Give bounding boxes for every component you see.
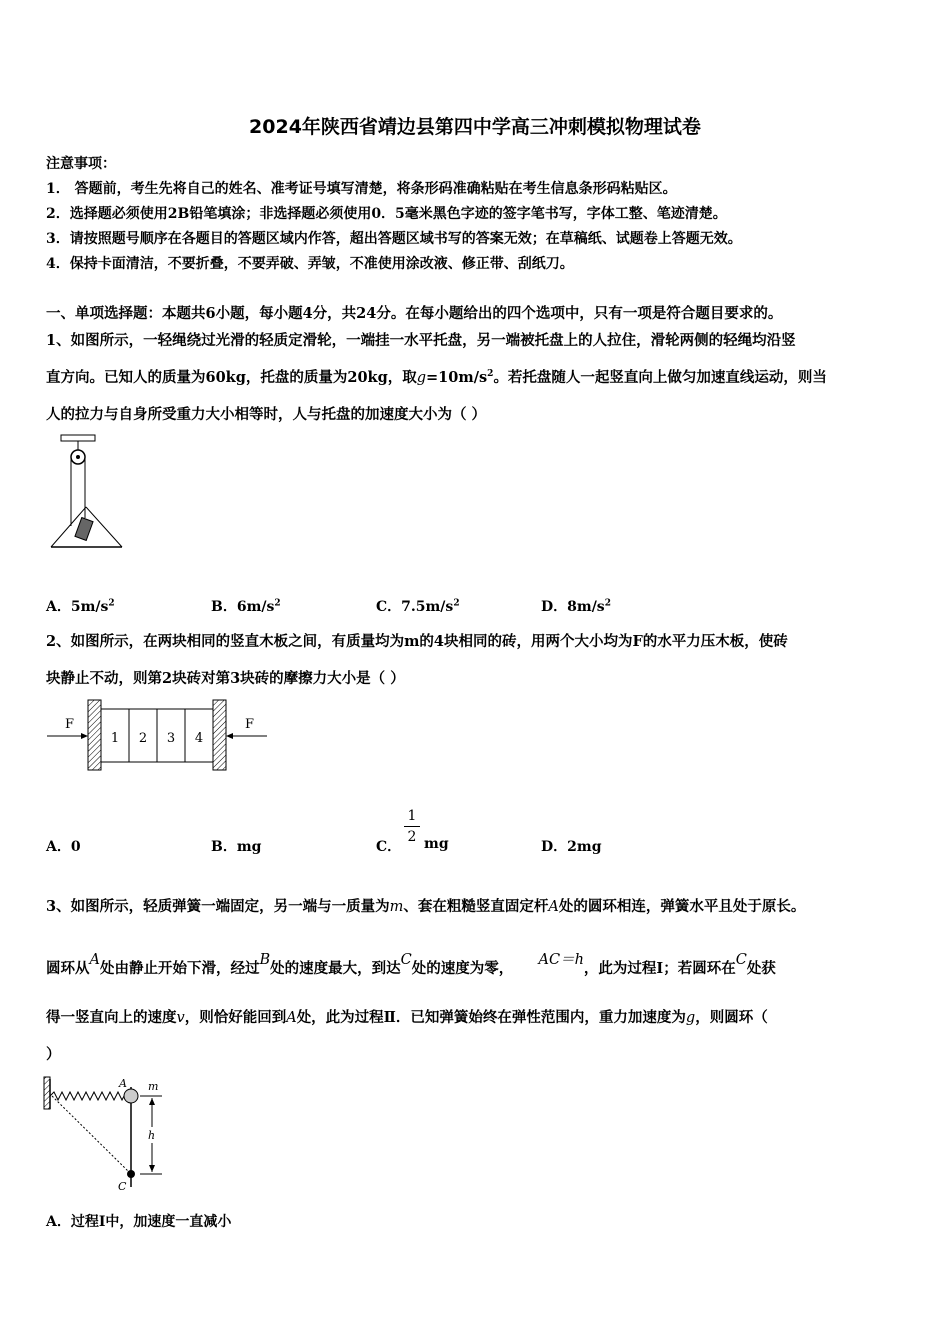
q3-line4: ） bbox=[46, 1046, 61, 1063]
q1-line3: 人的拉力与自身所受重力大小相等时，人与托盘的加速度大小为（ ） bbox=[46, 406, 487, 423]
q2-option-c-unit: mg bbox=[424, 836, 449, 852]
q1-option-a[interactable]: A．$5m/s^2$ bbox=[46, 598, 115, 615]
label-a: A bbox=[119, 1077, 127, 1090]
brick-label: 2 bbox=[138, 731, 148, 746]
q1-line2: 直方向。已知人的质量为60kg，托盘的质量为20kg，取$g=10m/s^2$。若托盘随人一起竖直向上做匀加速直线运动，则当 bbox=[46, 369, 827, 386]
notice-heading: 注意事项： bbox=[46, 156, 116, 172]
page-title: 2024年陕西省靖边县第四中学高三冲刺模拟物理试卷 bbox=[249, 116, 701, 138]
q3-line1: 3、如图所示，轻质弹簧一端固定，另一端与一质量为m、套在粗糙竖直固定杆A处的圆环相连，弹簧水平且处于原长。 bbox=[46, 898, 806, 915]
fraction-one-half: 1 2 bbox=[404, 808, 420, 845]
label-m: m bbox=[148, 1080, 159, 1093]
q2-option-a[interactable]: A．0 bbox=[46, 839, 81, 855]
q2-line1: 2、如图所示，在两块相同的竖直木板之间，有质量均为m的4块相同的砖，用两个大小均为F的水平力压木板，使砖 bbox=[46, 633, 788, 650]
section-heading: 一、单项选择题：本题共6小题，每小题4分，共24分。在每小题给出的四个选项中，只有一项是符合题目要求的。 bbox=[46, 305, 783, 322]
q3-line2: 圆环从A处由静止开始下滑，经过B处的速度最大，到达C处的速度为零， AC＝h，此为过程Ⅰ；若圆环在C处获 bbox=[46, 952, 776, 977]
q1-option-d[interactable]: D．$8m/s^2$ bbox=[541, 598, 611, 615]
brick-label: 1 bbox=[110, 731, 120, 746]
q3-option-a[interactable]: A．过程Ⅰ中，加速度一直减小 bbox=[46, 1214, 232, 1230]
q3-spring-figure bbox=[42, 1075, 172, 1195]
notice-item: 2．选择题必须使用2B铅笔填涂；非选择题必须使用0．5毫米黑色字迹的签字笔书写，字体工整、笔迹清楚。 bbox=[46, 206, 727, 222]
brick-label: 4 bbox=[194, 731, 204, 746]
q3-line3: 得一竖直向上的速度v，则恰好能回到A处，此为过程Ⅱ．已知弹簧始终在弹性范围内，重力加速度为g，则圆环（ bbox=[46, 1009, 768, 1026]
q2-option-b[interactable]: B．mg bbox=[211, 839, 262, 855]
label-c: C bbox=[118, 1180, 127, 1193]
q1-option-c[interactable]: C．$7.5m/s^2$ bbox=[376, 598, 460, 615]
q2-option-c[interactable]: C． bbox=[376, 839, 402, 855]
q2-line2: 块静止不动，则第2块砖对第3块砖的摩擦力大小是（ ） bbox=[46, 670, 405, 687]
force-label-right: F bbox=[245, 717, 255, 732]
notice-item: 3．请按照题号顺序在各题目的答题区域内作答，超出答题区域书写的答案无效；在草稿纸、试题卷上答题无效。 bbox=[46, 231, 742, 247]
q2-option-d[interactable]: D．2mg bbox=[541, 839, 602, 855]
label-h: h bbox=[148, 1129, 156, 1142]
force-label-left: F bbox=[65, 717, 75, 732]
notice-item: 1． 答题前，考生先将自己的姓名、准考证号填写清楚，将条形码准确粘贴在考生信息条形码粘贴区。 bbox=[46, 181, 677, 197]
q1-option-b[interactable]: B．$6m/s^2$ bbox=[211, 598, 281, 615]
q1-pulley-figure bbox=[45, 432, 135, 557]
notice-item: 4．保持卡面清洁，不要折叠，不要弄破、弄皱，不准使用涂改液、修正带、刮纸刀。 bbox=[46, 256, 574, 272]
q2-bricks-figure bbox=[45, 698, 275, 778]
brick-label: 3 bbox=[166, 731, 176, 746]
q1-line1: 1、如图所示，一轻绳绕过光滑的轻质定滑轮，一端挂一水平托盘，另一端被托盘上的人拉住，滑轮两侧的轻绳均沿竖 bbox=[46, 332, 796, 349]
